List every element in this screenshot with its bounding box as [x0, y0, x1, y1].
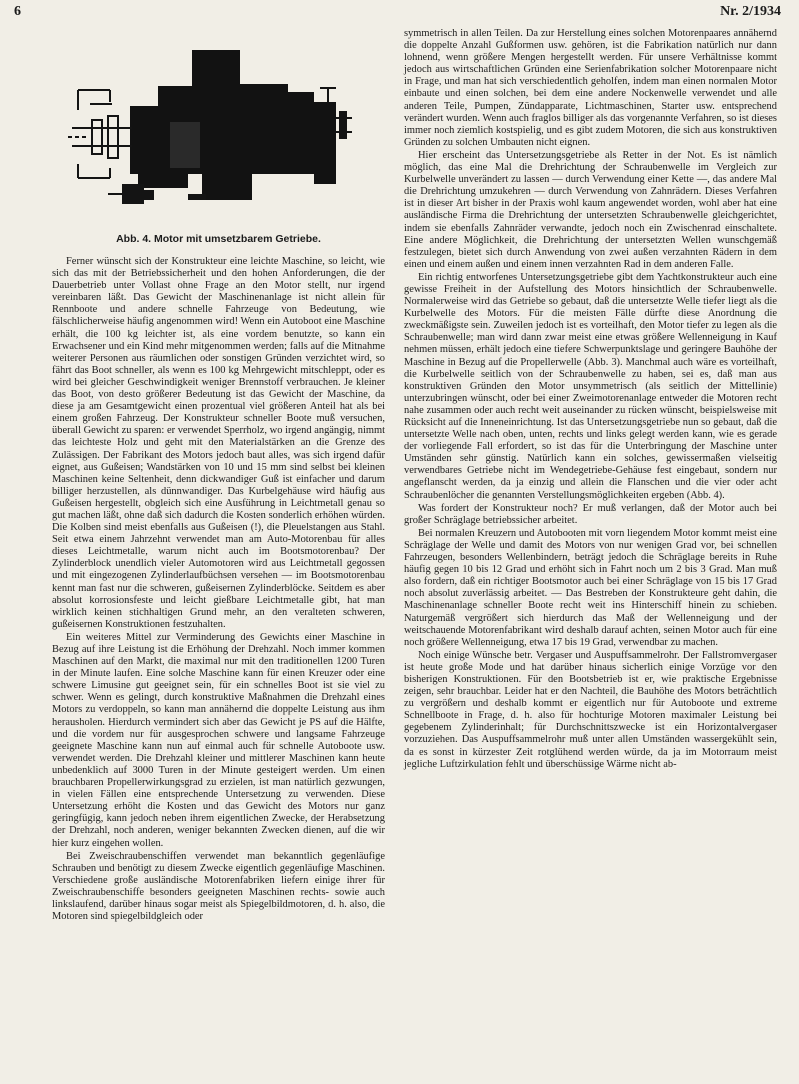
paragraph: Bei Zweischraubenschiffen verwendet man bekanntlich gegenläufige Schrauben und benötigt zu diesem Zwecke eigentlich gegenläufige Maschinen. Verschiedene große ausländische Motorenfabriken liefern einige ihrer für Zweischraubenschiffe besonders geeigneten Maschinen rechts- sowie auch linkslaufend, darüber hinaus sogar meist als Spiegelbildmotoren, d. h. also, die Motoren sind spiegelbildgleich oder — [52, 850, 385, 923]
figure — [52, 28, 385, 250]
right-column — [404, 28, 777, 772]
paragraph: Ein richtig entworfenes Untersetzungsgetriebe gibt dem Yachtkonstrukteur auch eine gewisse Freiheit in der Aufstellung des Motors hinsichtlich der Schraubenwelle. Normalerweise wird das Getriebe so gebaut, daß die untersetzte Welle tiefer liegt als die Kurbelwelle des Motors. Für die meisten Fälle dürfte diese Anordnung die zweckmäßigste sein. Zuweilen jedoch ist es vorteilhaft, den Motor tiefer zu legen als die Schraubenwelle; man wird dann zwar meist eine etwas größere Wellenneigung in Kauf nehmen müssen, erhält jedoch eine tiefere Schwerpunktslage und geringere Bauhöhe der Maschine in Bezug auf die Propellerwelle (Abb. 3). Manchmal auch wäre es vorteilhaft, die Kurbelwelle seitlich von der Schraubenwelle zu haben, sei es, daß man aus konstruktiven Gründen den Motor unsymmetrisch (als seitlich der Mittellinie) unterzubringen wünscht, oder bei einer Zweimotorenanlage entweder die Motoren recht nahe zusammen oder auch recht weit auseinander zu rücken wünscht, beispielsweise mit Rücksicht auf die Inneneinrichtung. Ist das Untersetzungsgetriebe nun so gebaut, daß die untersetzte Welle nach oben, unten, rechts und links gelegt werden kann, wie es gerade der vorliegende Fall erfordert, so ist das für die Unterbringung der Maschine unter Umständen sehr günstig. Natürlich kann ein solches, gewissermaßen vielseitig verwendbares Getriebe nicht im Wendegetriebe-Gehäuse fest eingebaut, sondern nur angeflanscht werden, da ja einzig und allein die Flanschen und die vier oder acht Schraubenlöcher die genannten Verstellungsmöglichkeiten ergeben (Abb. 4). — [404, 271, 777, 501]
engine-drawing-icon — [52, 28, 385, 233]
page-number: 6 — [14, 4, 21, 19]
paragraph: Bei normalen Kreuzern und Autobooten mit vorn liegendem Motor kommt meist eine Schräglage der Welle und damit des Motors von nur wenigen Grad vor, bei schnellen Fahrzeugen, besonders Wellenbindern, beträgt jedoch die Schräglage bereits in Ruhe häufig gegen 10 bis 12 Grad und erhöht sich in Fahrt noch um 2 bis 3 Grad. Man muß also fordern, daß ein richtiger Bootsmotor auch bei einer Schräglage von 15 bis 17 Grad noch absolut zuverlässig arbeitet. — Das Bestreben der Konstrukteure geht dahin, die Maschinenanlage schneller Boote recht weit ins Hinterschiff hinein zu schieben. Naturgemäß vergrößert sich hierdurch das Maß der Wellenneigung und der weitschauende Motorenfabrikant wird deshalb darauf achten, seinen Motor auch für eine noch größere Wellenneigung, etwa 17 bis 19 Grad, verwendbar zu machen. — [404, 527, 777, 648]
left-text — [52, 256, 385, 923]
paragraph: Was fordert der Konstrukteur noch? Er muß verlangen, daß der Motor auch bei großer Schräglage betriebssicher arbeitet. — [404, 502, 777, 526]
paragraph: Noch einige Wünsche betr. Vergaser und Auspuffsammelrohr. Der Fallstromvergaser ist heute große Mode und hat darüber hinaus sicherlich einige Vorzüge vor den bisherigen Konstruktionen. Für den Bootsbetrieb ist er, wie praktische Ergebnisse zeigen, sehr brauchbar. Leider hat er den Nachteil, die Bauhöhe des Motors beträchtlich zu vergrößern und deshalb kommt er eigentlich nur für Autoboote und extreme Schnellboote in Frage, d. h. also für hochturige Motoren maximaler Leistung bei gegebenem Zylinderinhalt; für Durchschnittszwecke ist ein Horizontalvergaser vorzuziehen. Das Auspuffsammelrohr muß unter allen Umständen wassergekühlt sein, da es sonst in kürzester Zeit rotglühend werden würde, da ja im Motorraum meist jegliche Luftzirkulation fehlt und überschüssige Wärme nicht ab- — [404, 649, 777, 770]
figure-caption: Abb. 4. Motor mit umsetzbarem Getriebe. — [116, 233, 321, 245]
left-column — [52, 28, 385, 924]
issue-number: Nr. 2/1934 — [720, 4, 781, 19]
paragraph: Ferner wünscht sich der Konstrukteur eine leichte Maschine, so leicht, wie sich das mit der Betriebssicherheit und den hohen Anforderungen, die der Dauerbetrieb unter Vollast ohne Frage an den Motor stellt, nur irgend vereinbaren läßt. Das Gewicht der Maschinenanlage ist nicht allein für Rennboote und andere schnelle Fahrzeuge von Bedeutung, wie fälschlicherweise häufig angenommen wird! Wenn ein Autoboot eine Maschine erhält, die 100 kg leichter ist, als eine vordem benutzte, so kann ein Erwachsener und ein Kind mehr mitgenommen werden; falls auf die Mitnahme weiterer Personen aus räumlichen oder sonstigen Gründen verzichtet wird, so fährt das Boot schneller, als wenn es 100 kg Mehrgewicht mitschleppt, oder es wird bei gleicher Geschwindigkeit weniger Brennstoff verbrauchen. Je kleiner das Boot, von desto größerer Bedeutung ist das Gewicht der Maschine, da diese ja am Gesamtgewicht einen prozentual viel größeren Anteil hat als bei einem großen Fahrzeug. Der Konstrukteur schneller Boote muß versuchen, überall Gewicht zu sparen: er verwendet Sperrholz, wo irgend angängig, nimmt das leichteste Holz und geht mit den Materialstärken an die Grenze des Zulässigen. Der Fabrikant des Motors jedoch baut alles, was sich irgend dafür eignet, aus Gußeisen; Wandstärken von 10 und 15 mm sind selbst bei kleinen Maschinen keine Seltenheit, denn dickwandiger Guß ist einfacher und darum billiger herzustellen, als dünnwandiger. Das Kurbelgehäuse wird häufig aus Gußeisen hergestellt, obgleich sich eine Ausführung in Leichtmetall genau so gut machen läßt, ohne daß sich dadurch die Kosten sonderlich erhöhen würden. Die Kolben sind meist ebenfalls aus Gußeisen (!), die Pleuelstangen aus Stahl. Seit etwa einem Jahrzehnt verwendet man am Auto-Motorenbau für alles dieses Leichtmetalle, warum nicht auch im Bootsmotorenbau? Der Zylinderblock unendlich vieler Automotoren wird aus Leichtmetall gegossen und mit eingezogenen Zylinderlaufbüchsen versehen — im Bootsmotorenbau kennt man fast nur die schweren, gußeisernen Zylinderblöcke. Seitdem es aber absolut korrosionsfeste und leicht gießbare Leichtmetalle gibt, hat man wirklich keinen stichhaltigen Grund mehr, an den veralteten schweren, gußeisernen Konstruktionen festzuhalten. — [52, 256, 385, 630]
paragraph: symmetrisch in allen Teilen. Da zur Herstellung eines solchen Motorenpaares annähernd die doppelte Anzahl Gußformen usw. gehören, ist die Fabrikation natürlich nur dann lohnend, wenn größere Mengen hergestellt werden. Für unsere Verhältnisse kommt jedoch aus wirtschaftlichen Gründen eine Serienfabrikation solcher Motorenpaare nicht in Frage, und man hat sich verschiedentlich geholfen, indem man einen normalen Motor einbaute und einen solchen, bei dem eine andere Nockenwelle verwendet und alle anderen Teile, Pumpen, Zündapparate, Lichtmaschinen, Starter usw. entsprechend verändert wurden. Wenn auch fraglos billiger als das vorgenannte Verfahren, so ist dieses immer noch ziemlich kostspielig, und es gibt zudem Motoren, die sich aus konstruktiven Gründen zu solchen Umbauten nicht eignen. — [404, 28, 777, 148]
paragraph: Ein weiteres Mittel zur Verminderung des Gewichts einer Maschine in Bezug auf ihre Leistung ist die Erhöhung der Drehzahl. Noch immer kommen Maschinen auf den Markt, die maximal nur mit den traditionellen 1200 Turen in der Minute laufen. Eine solche Maschine kann für einen Kreuzer oder eine schwere Limusine gut geeignet sein, für ein schnelles Boot ist sie viel zu schwer. Wenn es gelingt, durch konstruktive Maßnahmen die Drehzahl eines Motors zu verdoppeln, so kann man annähernd die doppelte Leistung aus ihm herausholen. Hierdurch vermindert sich aber das Gewicht je PS auf die Hälfte, und die vordem nur für ausgesprochen schwere und langsame Fahrzeuge geeignete Maschine kann nun auf einmal auch für schnelle Autoboote usw. verwendet werden. Die Drehzahl kleiner und mittlerer Maschinen kann heute unbedenklich auf 3000 Turen in der Minute gesteigert werden. Um einen brauchbaren Propellerwirkungsgrad zu erzielen, ist man natürlich gezwungen, in vielen Fällen eine entsprechende Untersetzung zu verwenden. Diese Untersetzung erhöht die Kosten und das Gewicht des Motors nur ganz geringfügig, kann jedoch neben ihrem eigentlichen Zwecke, der Herabsetzung der Drehzahl, noch anderen, weniger bekannten Zwecken dienen, auf die wir hier kurz eingehen wollen. — [52, 631, 385, 849]
page-header — [14, 4, 781, 26]
paragraph: Hier erscheint das Untersetzungsgetriebe als Retter in der Not. Es ist nämlich möglich, das eine Mal die Drehrichtung der Schraubenwelle im Vergleich zur Kurbelwelle unverändert zu lassen — durch Verwendung einer Kette —, das andere Mal die Drehrichtung umzukehren — durch Verwendung von Zahnrädern. Dieses Verfahren ist in dieser Art bisher in der Praxis wohl kaum angewendet worden, wohl aber hat eine ausländische Firma die Drehrichtung der untersetzten Schraubenwelle gleichgerichtet, indem sie ebenfalls Zahnräder verwandte, jedoch noch ein Zwischenrad einschaltete. Eine andere Möglichkeit, die Drehrichtung der untersetzten Wellen wunschgemäß festzulegen, bietet sich durch Anwendung von zwei außen verzahnten Rädern in dem einen und einem außen und einem innen verzahnten Rad in dem anderen Falle. — [404, 149, 777, 270]
